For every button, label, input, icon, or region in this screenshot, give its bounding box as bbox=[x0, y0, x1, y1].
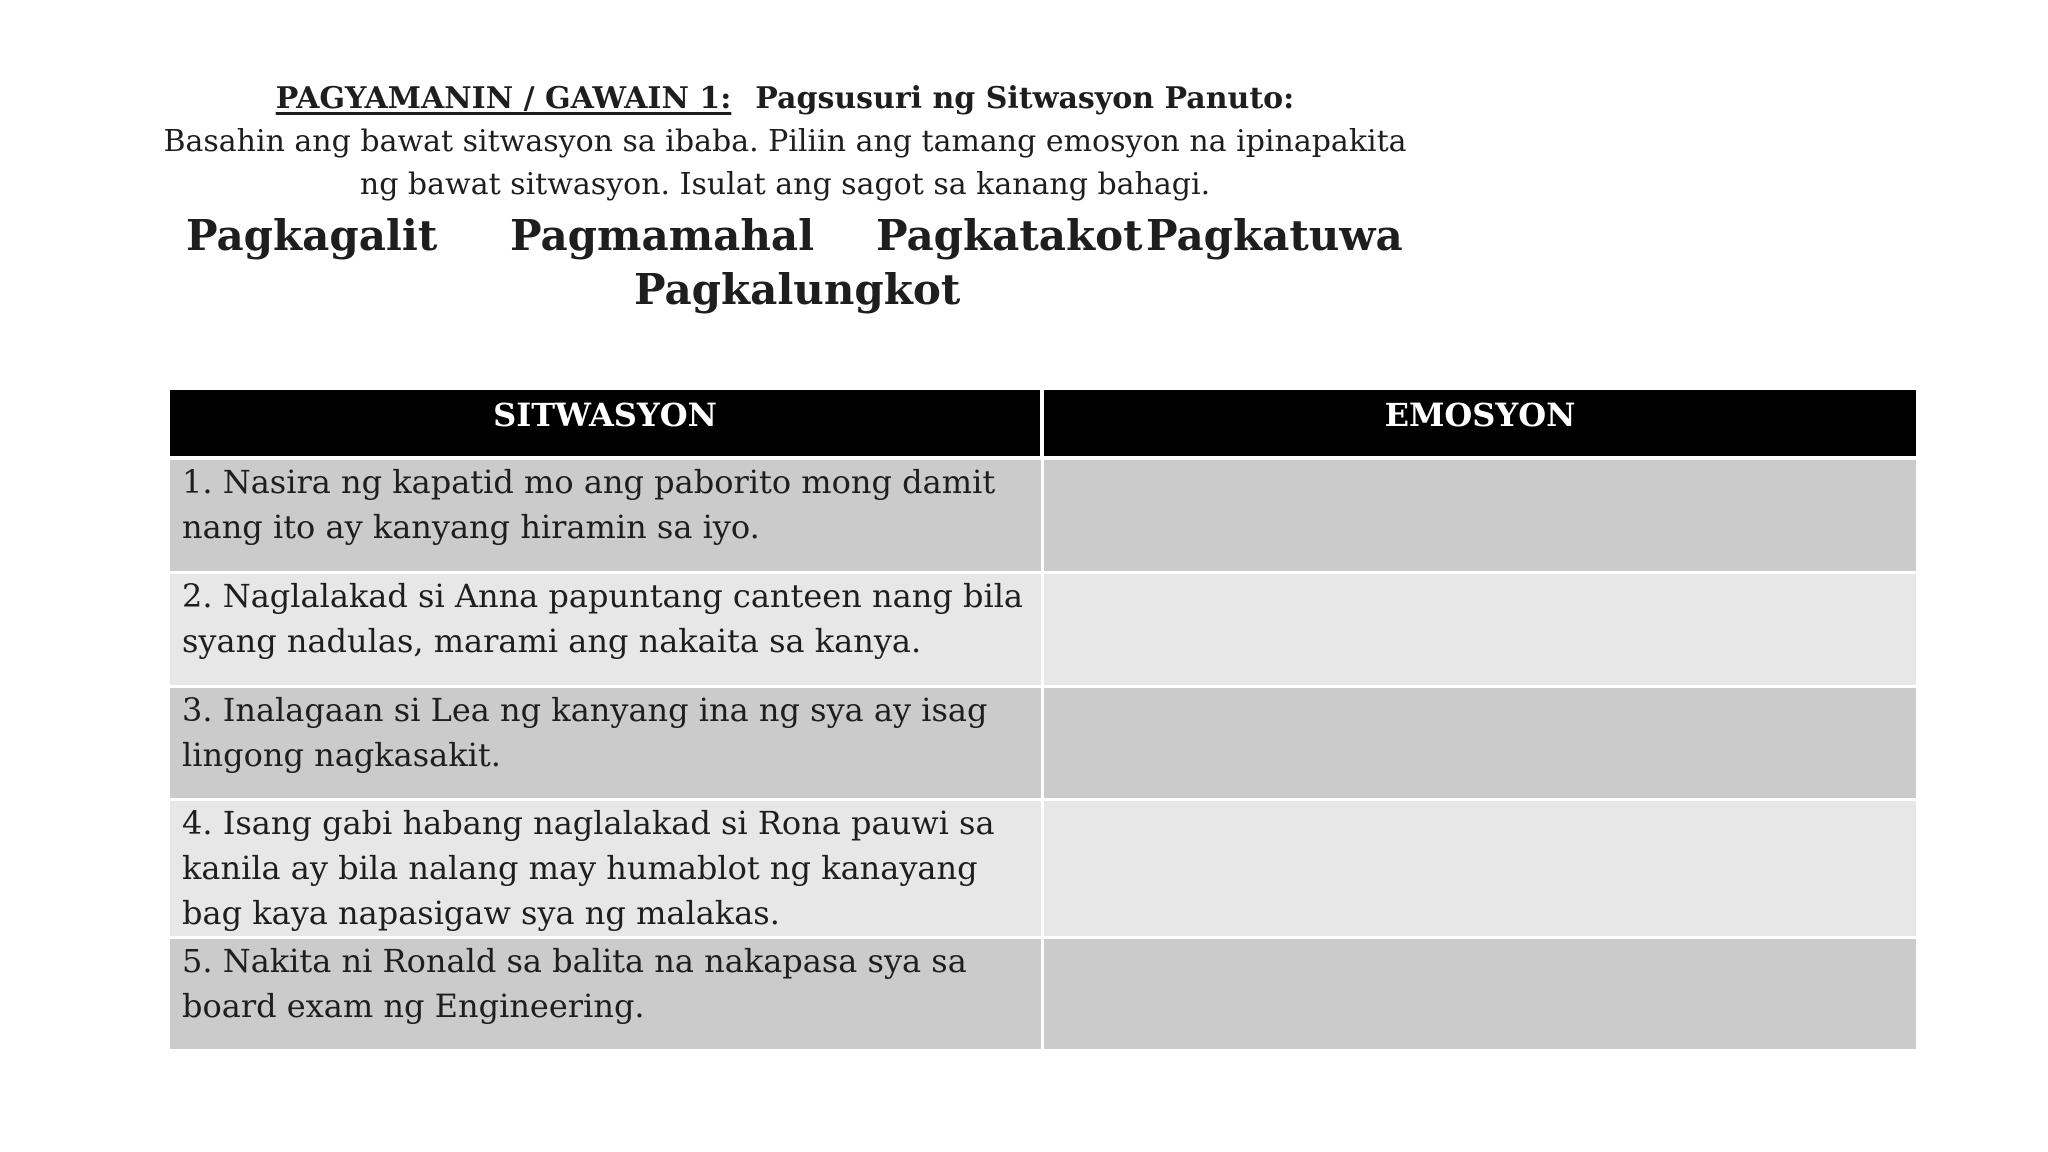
activity-subtitle: Pagsusuri ng Sitwasyon Panuto: bbox=[755, 81, 1295, 116]
table-row bbox=[170, 572, 1916, 686]
emotion-answer-cell[interactable] bbox=[1042, 686, 1916, 799]
activity-title bbox=[140, 78, 1430, 120]
table-row bbox=[170, 458, 1916, 572]
instructions-line-1: Basahin ang bawat sitwasyon sa ibaba. Piliin ang tamang emosyon na ipinapakita bbox=[163, 124, 1407, 159]
situation-cell: 1. Nasira ng kapatid mo ang paborito mong damit nang ito ay kanyang hiramin sa iyo. bbox=[170, 458, 1042, 572]
emotion-answer-cell[interactable] bbox=[1042, 799, 1916, 937]
table-row bbox=[170, 937, 1916, 1050]
situation-cell: 2. Naglalakad si Anna papuntang canteen nang bila syang nadulas, marami ang nakaita sa kanya. bbox=[170, 572, 1042, 686]
choice-pagmamahal: Pagmamahal bbox=[510, 211, 815, 260]
table-row bbox=[170, 799, 1916, 937]
situation-cell: 4. Isang gabi habang naglalakad si Rona pauwi sa kanila ay bila nalang may humablot ng kanayang bag kaya napasigaw sya ng malakas. bbox=[170, 799, 1042, 937]
choice-pagkatakot: Pagkatakot bbox=[876, 211, 1143, 260]
column-header-emosyon: EMOSYON bbox=[1042, 390, 1916, 458]
emotion-answer-cell[interactable] bbox=[1042, 458, 1916, 572]
table-row bbox=[170, 686, 1916, 799]
choice-pagkagalit: Pagkagalit bbox=[186, 211, 438, 260]
activity-label: PAGYAMANIN / GAWAIN 1: bbox=[275, 81, 732, 116]
choice-pagkalungkot: Pagkalungkot bbox=[634, 265, 961, 314]
worksheet-header bbox=[140, 78, 1430, 206]
emotion-answer-cell[interactable] bbox=[1042, 937, 1916, 1050]
instructions-line-2: ng bawat sitwasyon. Isulat ang sagot sa kanang bahagi. bbox=[359, 167, 1211, 202]
column-header-sitwasyon: SITWASYON bbox=[170, 390, 1042, 458]
choice-pagkatuwa: Pagkatuwa bbox=[1146, 211, 1403, 260]
situation-cell: 5. Nakita ni Ronald sa balita na nakapasa sya sa board exam ng Engineering. bbox=[170, 937, 1042, 1050]
emotion-answer-cell[interactable] bbox=[1042, 572, 1916, 686]
situation-cell: 3. Inalagaan si Lea ng kanyang ina ng sya ay isag lingong nagkasakit. bbox=[170, 686, 1042, 799]
situation-table bbox=[170, 390, 1916, 1052]
table-header-row bbox=[170, 390, 1916, 458]
